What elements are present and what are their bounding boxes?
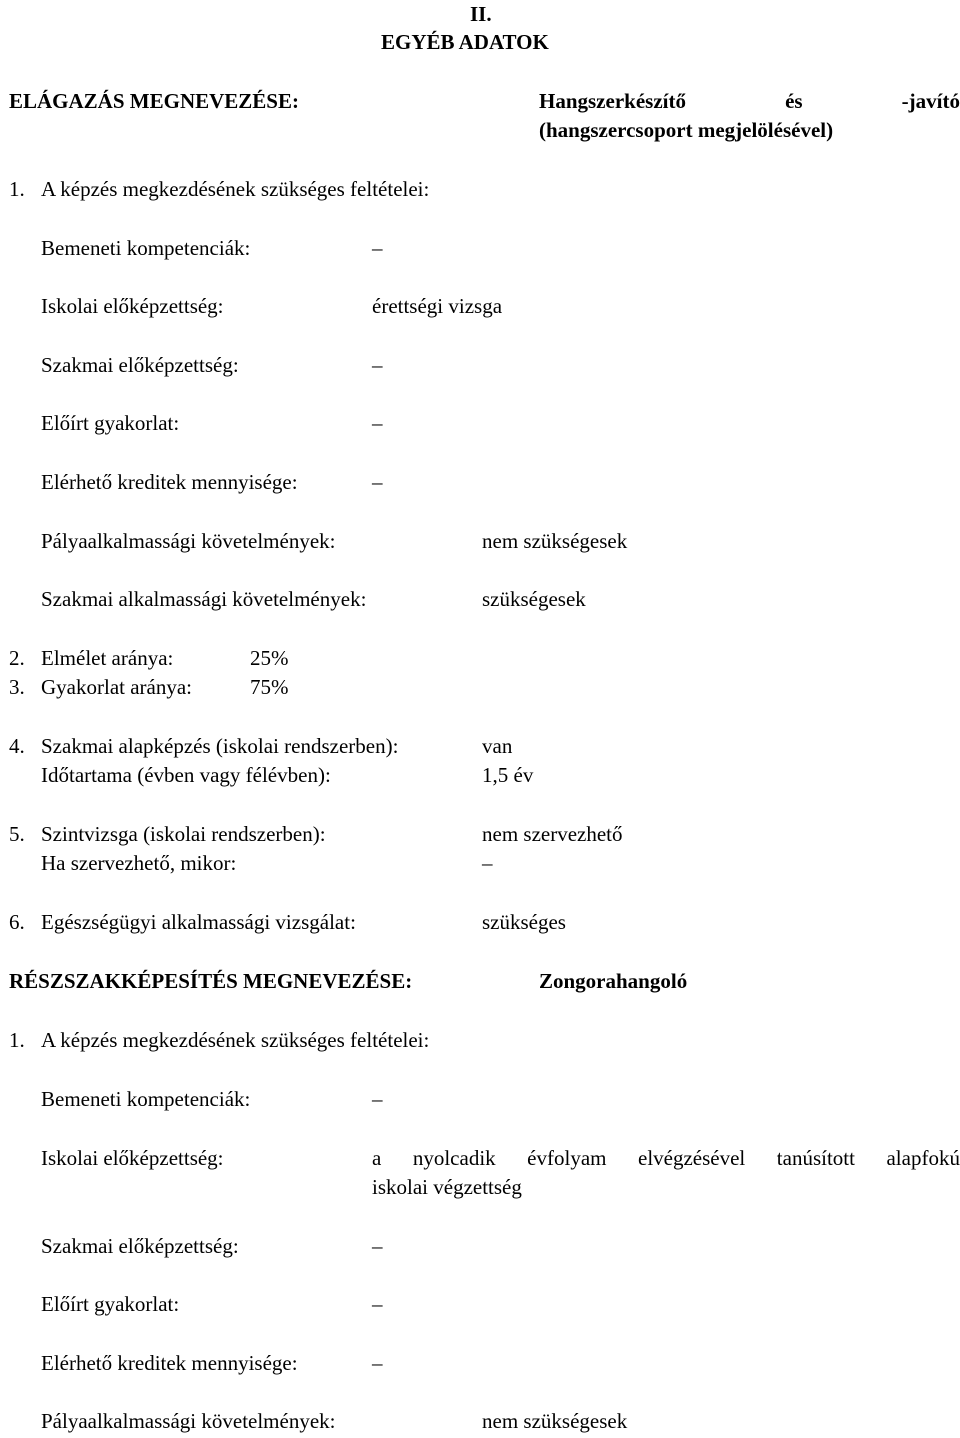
field-label: Elérhető kreditek mennyisége: — [41, 470, 298, 494]
item-number: 1. — [9, 177, 25, 201]
item-number: 5. — [9, 822, 25, 846]
field-value: nem szükségesek — [482, 529, 628, 553]
value-word: évfolyam — [527, 1146, 607, 1170]
item-number: 4. — [9, 734, 25, 758]
field-label: Pályaalkalmassági követelmények: — [41, 1409, 336, 1433]
field-label: Bemeneti kompetenciák: — [41, 1087, 251, 1111]
field-value: – — [372, 1292, 383, 1316]
value-word: a — [372, 1146, 382, 1170]
value-word: tanúsított — [776, 1146, 855, 1170]
field-value-line1 — [372, 1146, 960, 1170]
field-label: Előírt gyakorlat: — [41, 411, 180, 435]
field-label: Elmélet aránya: — [41, 646, 174, 670]
field-value: – — [372, 353, 383, 377]
field-value: van — [482, 734, 513, 758]
page-title: EGYÉB ADATOK — [381, 30, 549, 54]
field-value: – — [372, 236, 383, 260]
branch-word: -javító — [901, 89, 960, 113]
field-label: Időtartama (évben vagy félévben): — [41, 763, 331, 787]
field-label: Szakmai alapképzés (iskolai rendszerben): — [41, 734, 399, 758]
field-label: Pályaalkalmassági követelmények: — [41, 529, 336, 553]
field-value: – — [482, 851, 493, 875]
field-label: Szintvizsga (iskolai rendszerben): — [41, 822, 326, 846]
item-number: 6. — [9, 910, 25, 934]
section-number: II. — [470, 2, 492, 26]
field-label: Bemeneti kompetenciák: — [41, 236, 251, 260]
value-word: alapfokú — [886, 1146, 960, 1170]
item-number: 2. — [9, 646, 25, 670]
field-label: Szakmai előképzettség: — [41, 353, 239, 377]
field-value: – — [372, 1351, 383, 1375]
branch-value-line2: (hangszercsoport megjelölésével) — [539, 118, 834, 142]
field-value: – — [372, 1087, 383, 1111]
branch-word: és — [785, 89, 803, 113]
partial-qualification-value: Zongorahangoló — [539, 969, 688, 993]
branch-value-line1 — [539, 89, 960, 113]
field-label: Gyakorlat aránya: — [41, 675, 193, 699]
field-value: – — [372, 1234, 383, 1258]
partial-qualification-label: RÉSZSZAKKÉPESÍTÉS MEGNEVEZÉSE: — [9, 969, 413, 993]
item-text: A képzés megkezdésének szükséges feltételei: — [41, 177, 430, 201]
item-number: 1. — [9, 1028, 25, 1052]
field-value: – — [372, 470, 383, 494]
field-label: Iskolai előképzettség: — [41, 294, 224, 318]
field-label: Szakmai előképzettség: — [41, 1234, 239, 1258]
field-value: 25% — [250, 646, 289, 670]
field-label: Iskolai előképzettség: — [41, 1146, 224, 1170]
item-text: A képzés megkezdésének szükséges feltételei: — [41, 1028, 430, 1052]
value-word: nyolcadik — [412, 1146, 496, 1170]
field-value: nem szervezhető — [482, 822, 623, 846]
field-label: Szakmai alkalmassági követelmények: — [41, 587, 367, 611]
item-number: 3. — [9, 675, 25, 699]
field-label: Egészségügyi alkalmassági vizsgálat: — [41, 910, 356, 934]
branch-word: Hangszerkészítő — [539, 89, 686, 113]
field-value: szükségesek — [482, 587, 586, 611]
field-value: – — [372, 411, 383, 435]
field-value: 1,5 év — [482, 763, 534, 787]
value-word: elvégzésével — [638, 1146, 746, 1170]
field-value: 75% — [250, 675, 289, 699]
field-value-line2: iskolai végzettség — [372, 1175, 522, 1199]
field-label: Elérhető kreditek mennyisége: — [41, 1351, 298, 1375]
field-label: Ha szervezhető, mikor: — [41, 851, 237, 875]
field-value: érettségi vizsga — [372, 294, 503, 318]
field-label: Előírt gyakorlat: — [41, 1292, 180, 1316]
field-value: szükséges — [482, 910, 566, 934]
branch-label: ELÁGAZÁS MEGNEVEZÉSE: — [9, 89, 299, 113]
field-value: nem szükségesek — [482, 1409, 628, 1433]
